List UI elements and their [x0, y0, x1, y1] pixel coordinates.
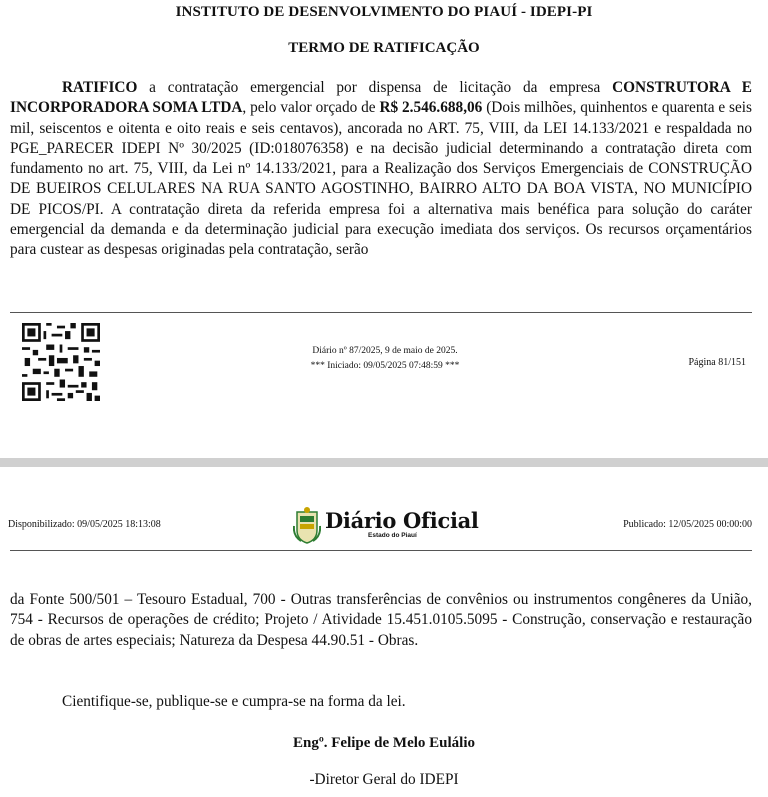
ratification-paragraph — [10, 78, 752, 261]
page-break — [0, 458, 768, 467]
ratifico-word: RATIFICO — [62, 79, 138, 96]
publicado-date: Publicado: 12/05/2025 00:00:00 — [623, 519, 752, 530]
doc-title: TERMO DE RATIFICAÇÃO — [288, 40, 480, 56]
disponibilizado-date: Disponibilizado: 09/05/2025 18:13:08 — [8, 519, 161, 530]
budget-paragraph: da Fonte 500/501 – Tesouro Estadual, 700 - Outras transferências de convênios ou instrumentos congêneres da União, 754 - Recursos de operações de crédito; Projeto / Atividade 15.451.0105.5095 - Construção, conservação e restauração de obras de artes especiais; Natureza da Despesa 44.90.51 - Obras. — [10, 591, 752, 649]
org-title: INSTITUTO DE DESENVOLVIMENTO DO PIAUÍ - IDEPI-PI — [175, 4, 593, 20]
started-timestamp: *** Iniciado: 09/05/2025 07:48:59 *** — [310, 361, 460, 371]
body-text-2: , pelo valor orçado de — [242, 99, 380, 117]
header-rule — [10, 550, 752, 551]
signer-role: -Diretor Geral do IDEPI — [309, 771, 459, 788]
qr-code-icon — [22, 322, 100, 402]
diario-number: Diário nº 87/2025, 9 de maio de 2025. — [312, 346, 458, 356]
contract-value: R$ 2.546.688,06 — [379, 99, 483, 117]
closing-statement: Cientifique-se, publique-se e cumpra-se na forma da lei. — [62, 693, 406, 710]
company-name: CONSTRUTORA E INCORPORADORA SOMA LTDA — [10, 79, 752, 117]
footer-rule — [10, 312, 752, 313]
page-number: Página 81/151 — [688, 357, 746, 368]
body-text-1: a contratação emergencial por dispensa de licitação da empresa — [137, 79, 613, 96]
logo-subtitle: Estado do Piauí — [368, 532, 417, 539]
logo-title: Diário Oficial — [325, 508, 479, 533]
signer-name: Engº. Felipe de Melo Eulálio — [292, 735, 476, 751]
body-text-3: (Dois milhões, quinhentos e quarenta e seis mil, seiscentos e oitenta e oito reais e seis centavos), ancorada no ART. 75, VIII, da LEI 14.133/2021 e respaldada no PGE_PARECER IDEPI Nº 30/2025 (ID:018076358) e na decisão judicial determinando a contratação direta com fundamento no art. 75, VIII, da Lei nº 14.133/2021, para a Realização dos Serviços Emergenciais de CONSTRUÇÃO DE BUEIROS CELULARES NA RUA SANTO AGOSTINHO, BAIRRO ALTO DA BOA VISTA, NO MUNICÍPIO DE PICOS/PI. A contratação direta da referida empresa foi a alternativa mais benéfica para solução do caráter emergencial da demanda e da determinação judicial para execução imediata dos serviços. Os recursos orçamentários para custear as despesas originadas pela contratação, serão — [10, 99, 752, 259]
piaui-coat-of-arms-icon — [293, 506, 321, 544]
